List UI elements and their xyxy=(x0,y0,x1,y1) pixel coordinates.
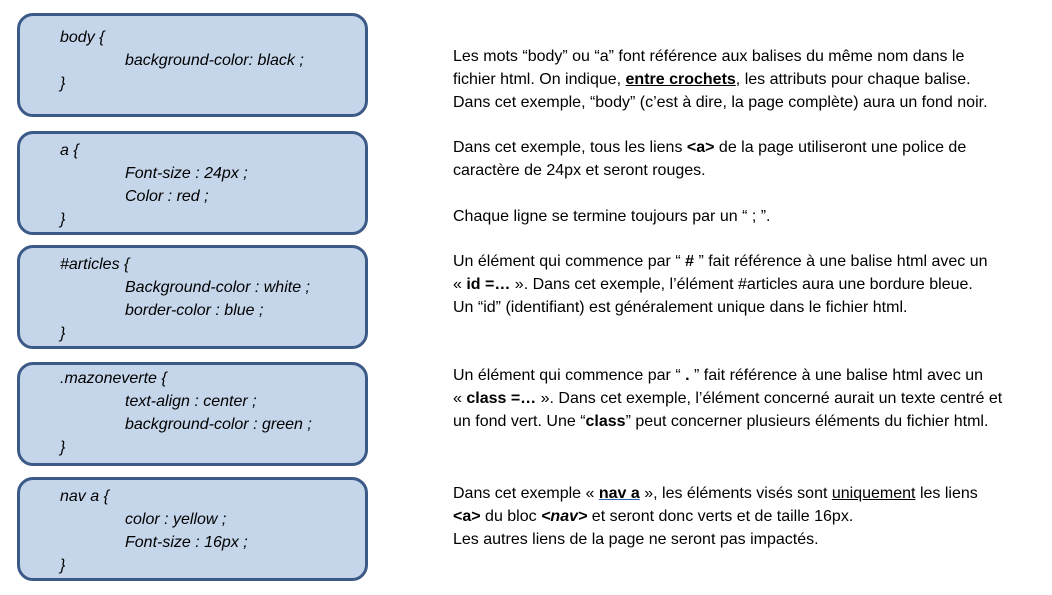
css-property: color : yellow ; xyxy=(125,511,227,528)
css-selector: body { xyxy=(60,29,105,46)
description-articles xyxy=(453,250,1043,319)
desc-line: Dans cet exemple « nav a », les éléments visés sont uniquement les liens xyxy=(453,485,978,502)
css-block-body xyxy=(17,13,368,117)
css-property: border-color : blue ; xyxy=(125,302,264,319)
tag-a: <a> xyxy=(453,508,481,525)
css-property: Color : red ; xyxy=(125,188,209,205)
uniquement-word: uniquement xyxy=(831,485,916,502)
desc-line: Chaque ligne se termine toujours par un “ ; ”. xyxy=(453,208,771,225)
dot-symbol: . xyxy=(685,367,690,384)
emphasis-text: entre crochets xyxy=(625,71,736,88)
tag-nav: <nav> xyxy=(541,508,588,525)
css-selector: a { xyxy=(60,142,79,159)
desc-line: Un élément qui commence par “ # ” fait référence à une balise html avec un xyxy=(453,253,988,270)
css-closing-brace: } xyxy=(60,439,66,456)
css-closing-brace: } xyxy=(60,211,66,228)
css-block-nav-a xyxy=(17,477,368,581)
css-selector: #articles { xyxy=(60,256,130,273)
css-closing-brace: } xyxy=(60,325,66,342)
tag-text: <a> xyxy=(686,139,715,156)
css-block-articles xyxy=(17,245,368,349)
css-selector: .mazoneverte { xyxy=(60,370,167,387)
desc-line: <a> du bloc <nav> et seront donc verts et de taille 16px. xyxy=(453,508,854,525)
description-mazoneverte xyxy=(453,364,1043,433)
desc-line: fichier html. On indique, entre crochets, les attributs pour chaque balise. xyxy=(453,71,971,88)
css-closing-brace: } xyxy=(60,557,66,574)
desc-line: Dans cet exemple, tous les liens <a> de la page utiliseront une police de xyxy=(453,139,967,156)
nav-a-selector: nav a xyxy=(598,485,640,502)
desc-line: Dans cet exemple, “body” (c’est à dire, la page complète) aura un fond noir. xyxy=(453,94,988,111)
class-text: class =… xyxy=(466,390,537,407)
desc-line: Un “id” (identifiant) est généralement unique dans le fichier html. xyxy=(453,299,908,316)
id-text: id =… xyxy=(466,276,511,293)
css-property: Font-size : 24px ; xyxy=(125,165,248,182)
description-nav-a xyxy=(453,482,1043,551)
css-block-mazoneverte xyxy=(17,362,368,466)
description-body xyxy=(453,45,1043,114)
desc-line: Les autres liens de la page ne seront pas impactés. xyxy=(453,531,819,548)
desc-line: « class =… ». Dans cet exemple, l’élément concerné aurait un texte centré et xyxy=(453,390,1003,407)
css-property: background-color: black ; xyxy=(125,52,304,69)
desc-line: un fond vert. Une “class” peut concerner plusieurs éléments du fichier html. xyxy=(453,413,989,430)
css-closing-brace: } xyxy=(60,75,66,92)
class-word: class xyxy=(585,413,626,430)
css-property: text-align : center ; xyxy=(125,393,257,410)
description-a xyxy=(453,136,1043,228)
css-property: Background-color : white ; xyxy=(125,279,310,296)
desc-line: Un élément qui commence par “ . ” fait référence à une balise html avec un xyxy=(453,367,984,384)
desc-line: Les mots “body” ou “a” font référence aux balises du même nom dans le xyxy=(453,48,965,65)
css-block-a xyxy=(17,131,368,235)
desc-line: caractère de 24px et seront rouges. xyxy=(453,162,706,179)
css-selector: nav a { xyxy=(60,488,109,505)
css-property: Font-size : 16px ; xyxy=(125,534,248,551)
hash-symbol: # xyxy=(685,253,695,270)
desc-line: « id =… ». Dans cet exemple, l’élément #articles aura une bordure bleue. xyxy=(453,276,973,293)
css-property: background-color : green ; xyxy=(125,416,312,433)
